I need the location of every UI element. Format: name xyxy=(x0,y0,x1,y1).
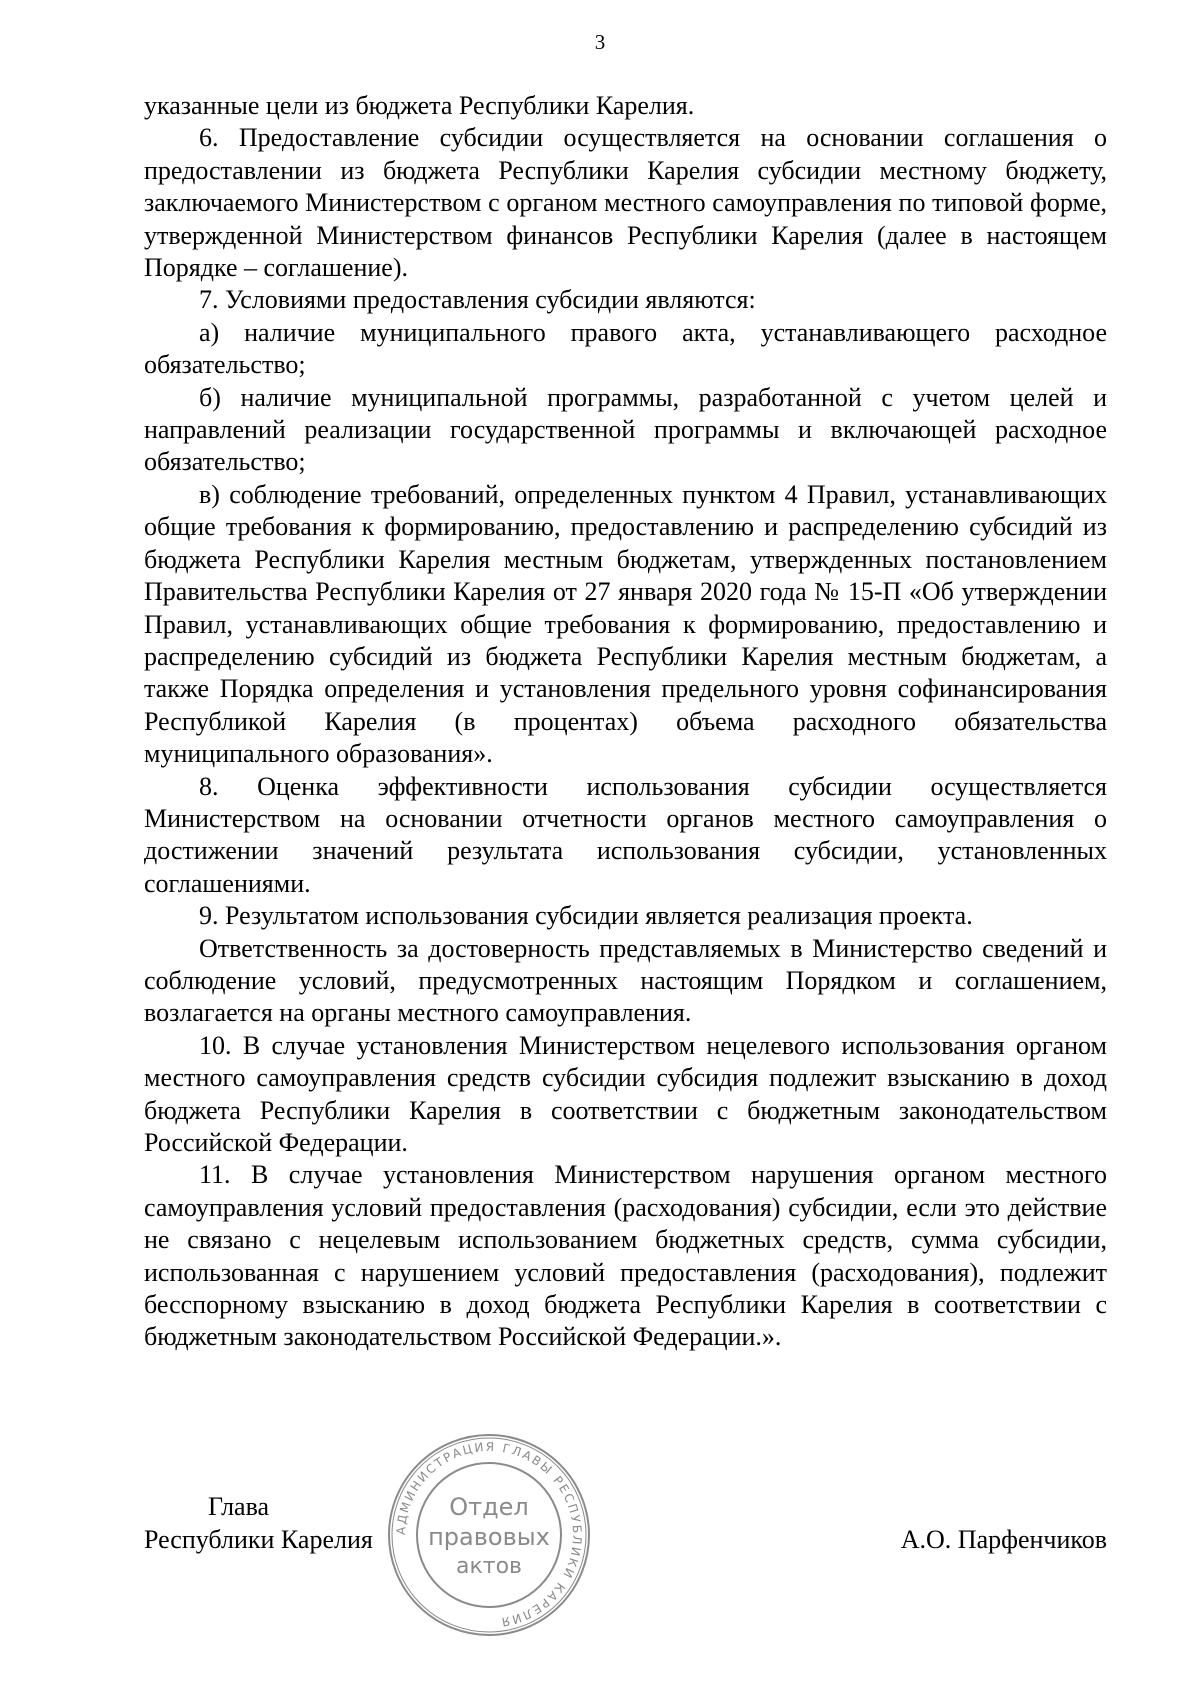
stamp-center-line1: Отдел xyxy=(449,1493,529,1521)
paragraph-item-10: 10. В случае установления Министерством нецелевого использования органом местного самоуправления средств субсидии субсидия подлежит взысканию в доход бюджета Республики Карелия в соответствии с бюджетным законодательством Российской Федерации. xyxy=(144,1030,1107,1157)
paragraph-responsibility: Ответственность за достоверность представляемых в Министерство сведений и соблюдение условий, предусмотренных настоящим Порядком и соглашением, возлагается на органы местного самоуправления. xyxy=(144,933,1107,1028)
paragraph-subitem-b: б) наличие муниципальной программы, разработанной с учетом целей и направлений реализации государственной программы и включающей расходное обязательство; xyxy=(144,382,1107,477)
paragraph-item-6: 6. Предоставление субсидии осуществляется на основании соглашения о предоставлении из бюджета Республики Карелия субсидии местному бюджету, заключаемого Министерством с органом местного самоуправления по типовой форме, утвержденной Министерством финансов Республики Карелия (далее в настоящем Порядке – соглашение). xyxy=(144,123,1107,283)
signature-block xyxy=(144,1490,1107,1560)
paragraph-subitem-a: а) наличие муниципального правого акта, устанавливающего расходное обязательство; xyxy=(144,317,1107,380)
paragraph-item-11: 11. В случае установления Министерством нарушения органом местного самоуправления условий предоставления (расходования) субсидии, если это действие не связано с нецелевым использованием бюджетных средств, сумма субсидии, использованная с нарушением условий предоставления (расходования), подлежит бесспорному взысканию в доход бюджета Республики Карелия в соответствии с бюджетным законодательством Российской Федерации.». xyxy=(144,1160,1107,1352)
signatory-title-line2: Республики Карелия xyxy=(144,1525,373,1554)
paragraph-item-7: 7. Условиями предоставления субсидии являются: xyxy=(199,285,756,315)
stamp-center-line2: правовых xyxy=(428,1523,550,1551)
signatory-title-line1: Глава xyxy=(208,1492,270,1521)
page-number: 3 xyxy=(594,30,606,54)
document-body xyxy=(144,90,1107,1354)
paragraph-item-8: 8. Оценка эффективности использования субсидии осуществляется Министерством на основании отчетности органов местного самоуправления о достижении значений результата использования субсидии, установленных соглашениями. xyxy=(144,771,1107,898)
signatory-name: А.О. Парфенчиков xyxy=(900,1525,1107,1554)
paragraph-subitem-v: в) соблюдение требований, определенных пунктом 4 Правил, устанавливающих общие требования к формированию, предоставлению и распределению субсидий из бюджета Республики Карелия местным бюджетам, утвержденных постановлением Правительства Республики Карелия от 27 января 2020 года № 15-П «Об утверждении Правил, устанавливающих общие требования к формированию, предоставлению и распределению субсидий из бюджета Республики Карелия местным бюджетам, а также Порядка определения и установления предельного уровня софинансирования Республикой Карелия (в процентах) объема расходного обязательства муниципального образования». xyxy=(144,479,1107,769)
stamp-center-line3: актов xyxy=(455,1554,523,1579)
paragraph-item-9: 9. Результатом использования субсидии является реализация проекта. xyxy=(199,901,973,931)
stamp-ring-textpath: АДМИНИСТРАЦИЯ ГЛАВЫ РЕСПУБЛИКИ КАРЕЛИЯ xyxy=(393,1439,585,1630)
paragraph-continuation: указанные цели из бюджета Республики Карелия. xyxy=(144,91,695,120)
